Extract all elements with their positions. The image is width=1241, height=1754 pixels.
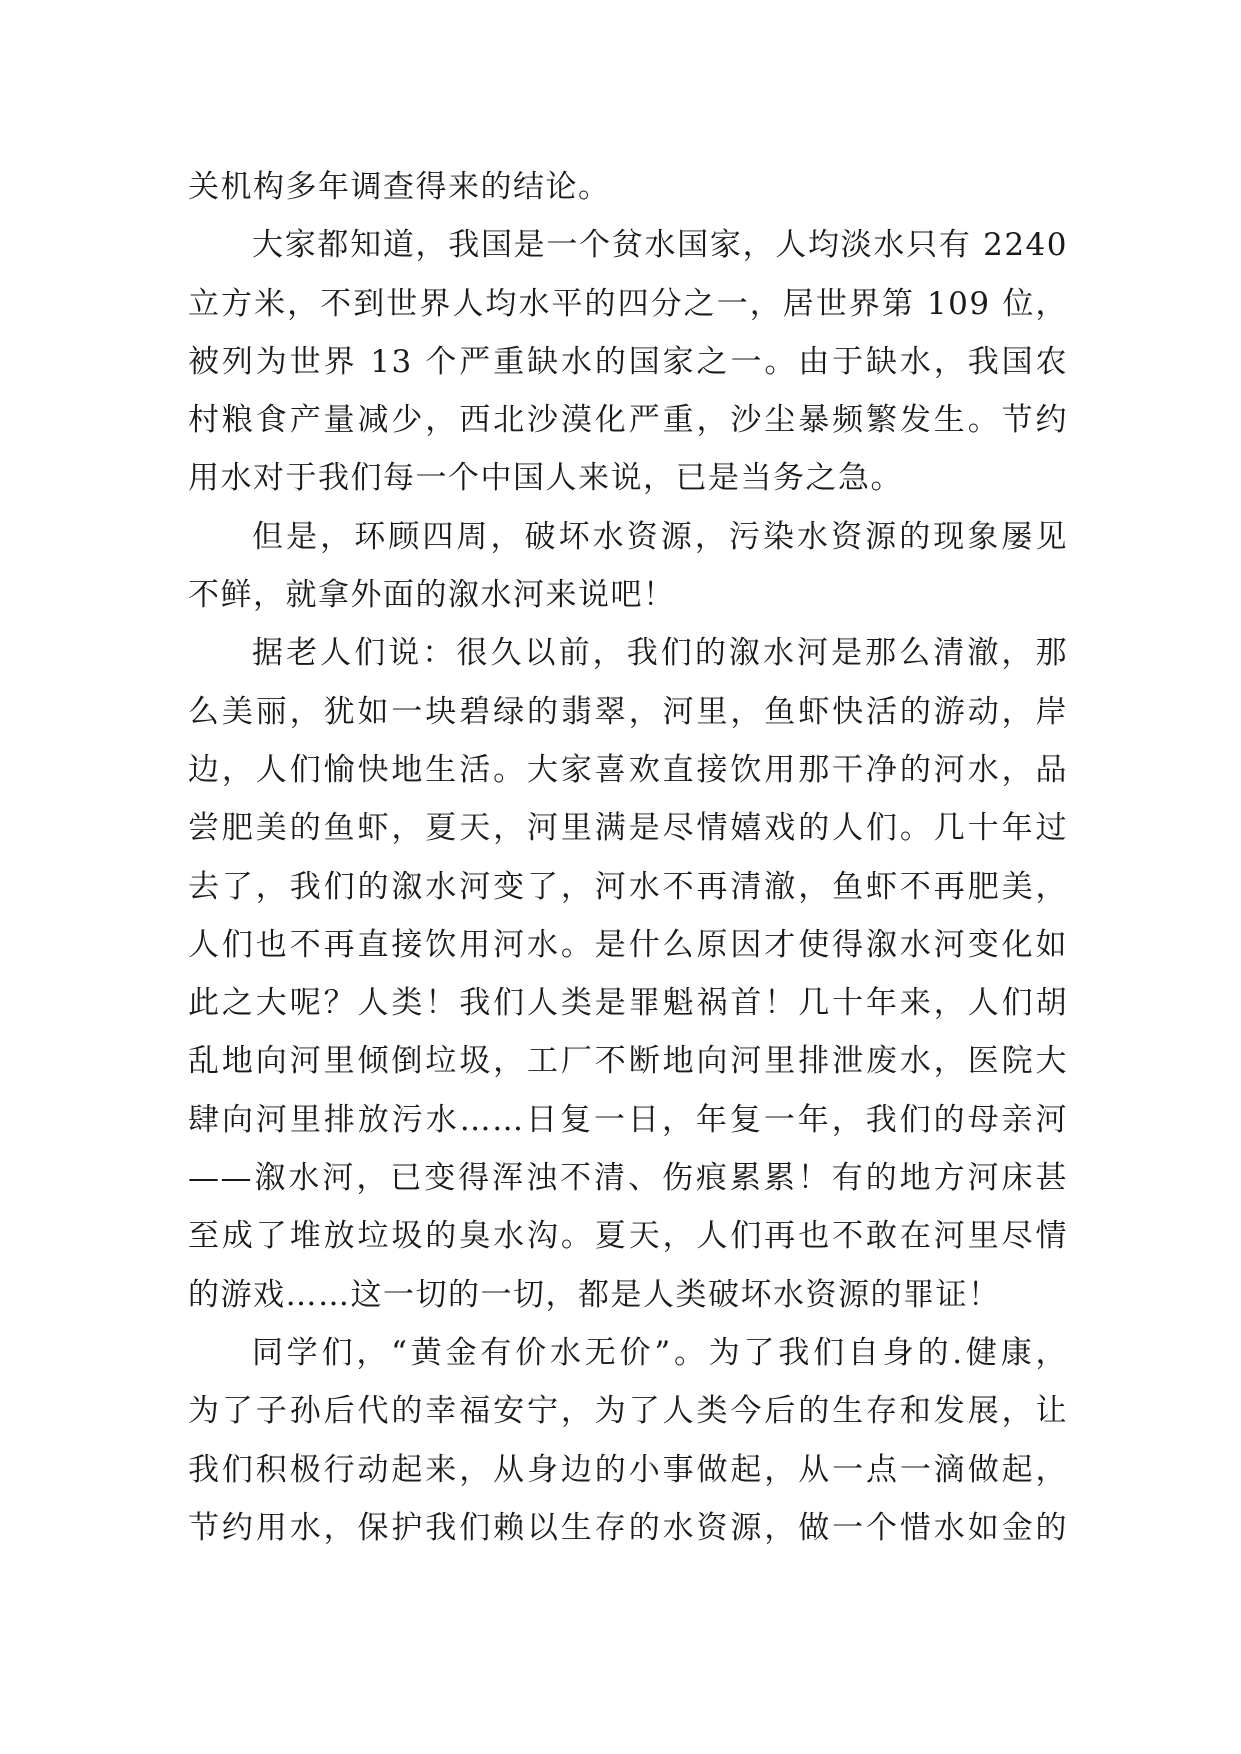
text-line: 为了子孙后代的幸福安宁，为了人类今后的生存和发展，让 — [188, 1393, 1068, 1430]
text-line: 不鲜，就拿外面的溆水河来说吧！ — [188, 577, 676, 614]
text-line: 但是，环顾四周，破坏水资源，污染水资源的现象屡见 — [252, 518, 1068, 555]
text-line: 同学们，“黄金有价水无价”。为了我们自身的.健康， — [252, 1334, 1068, 1371]
text-line: 乱地向河里倾倒垃圾，工厂不断地向河里排泄废水，医院大 — [188, 1043, 1068, 1080]
text-line: 尝肥美的鱼虾，夏天，河里满是尽情嬉戏的人们。几十年过 — [188, 810, 1068, 847]
text-line: 的游戏……这一切的一切，都是人类破坏水资源的罪证！ — [188, 1276, 1001, 1313]
document-body — [188, 158, 1068, 1557]
text-line: 此之大呢？人类！我们人类是罪魁祸首！几十年来，人们胡 — [188, 985, 1068, 1022]
text-line: 我们积极行动起来，从身边的小事做起，从一点一滴做起， — [188, 1451, 1068, 1488]
text-line: 节约用水，保护我们赖以生存的水资源，做一个惜水如金的 — [188, 1509, 1068, 1546]
text-line: 去了，我们的溆水河变了，河水不再清澈，鱼虾不再肥美， — [188, 868, 1068, 905]
text-line: 被列为世界 13 个严重缺水的国家之一。由于缺水，我国农 — [188, 343, 1068, 380]
text-line: 村粮食产量减少，西北沙漠化严重，沙尘暴频繁发生。节约 — [188, 402, 1068, 439]
text-line: 用水对于我们每一个中国人来说，已是当务之急。 — [188, 460, 903, 497]
text-line: 边，人们愉快地生活。大家喜欢直接饮用那干净的河水，品 — [188, 751, 1068, 788]
text-line: 大家都知道，我国是一个贫水国家，人均淡水只有 2240 — [252, 227, 1068, 264]
text-line: 么美丽，犹如一块碧绿的翡翠，河里，鱼虾快活的游动，岸 — [188, 693, 1068, 730]
text-line: 据老人们说：很久以前，我们的溆水河是那么清澈，那 — [252, 635, 1068, 672]
text-line: 立方米，不到世界人均水平的四分之一，居世界第 109 位， — [188, 285, 1068, 322]
text-line: 关机构多年调查得来的结论。 — [188, 169, 611, 205]
text-line: 至成了堆放垃圾的臭水沟。夏天，人们再也不敢在河里尽情 — [188, 1218, 1068, 1255]
text-line: 肆向河里排放污水……日复一日，年复一年，我们的母亲河 — [188, 1101, 1068, 1138]
text-line: ——溆水河，已变得浑浊不清、伤痕累累！有的地方河床甚 — [188, 1160, 1068, 1197]
text-line: 人们也不再直接饮用河水。是什么原因才使得溆水河变化如 — [188, 926, 1068, 963]
